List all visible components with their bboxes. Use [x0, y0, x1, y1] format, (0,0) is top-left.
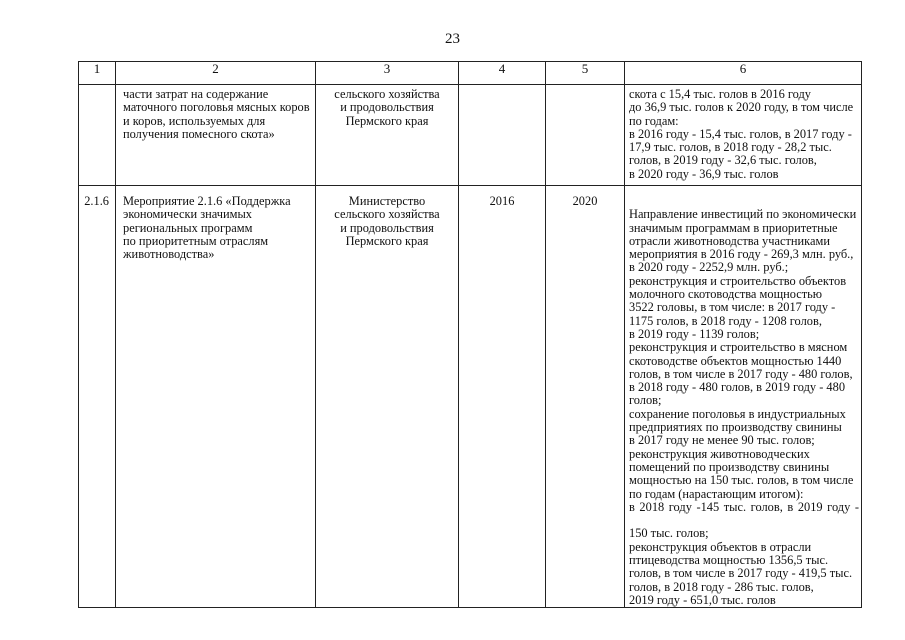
- row-number: 2.1.6: [84, 194, 109, 208]
- end-year: 2020: [572, 194, 598, 208]
- start-year-cell: [459, 186, 546, 608]
- header-col-3: 3: [316, 62, 459, 85]
- end-year-cell: [546, 85, 625, 186]
- end-year: [546, 85, 624, 88]
- result-text-justified-line: в 2018 году -145 тыс. голов, в 2019 году -: [629, 499, 859, 514]
- table-row: [79, 85, 862, 186]
- result-cell: [625, 186, 862, 608]
- header-col-1: 1: [79, 62, 116, 85]
- result-cell: [625, 85, 862, 186]
- activity-cell: [116, 85, 316, 186]
- activity-text: Мероприятие 2.1.6 «Поддержка экономически значимых региональных программ по приоритетным отраслям животноводства»: [123, 194, 291, 262]
- row-number-cell: [79, 186, 116, 608]
- header-col-5: 5: [546, 62, 625, 85]
- activity-text: части затрат на содержание маточного поголовья мясных коров и коров, используемых для получения помесного скота»: [123, 87, 310, 141]
- row-number-cell: [79, 85, 116, 186]
- program-table: [78, 61, 862, 608]
- result-text-block: [625, 186, 861, 607]
- activity-cell: [116, 186, 316, 608]
- end-year-cell: [546, 186, 625, 608]
- start-year: 2016: [489, 194, 515, 208]
- page-number: 23: [445, 31, 460, 47]
- executor-text: Министерство сельского хозяйства и продовольствия Пермского края: [334, 194, 440, 248]
- executor-cell: [316, 186, 459, 608]
- start-year: [459, 85, 545, 88]
- result-text: скота с 15,4 тыс. голов в 2016 году до 36,9 тыс. голов к 2020 году, в том числе по годам: в 2016 году - 15,4 тыс. голов, в 2017 году - 17,9 тыс. голов, в 2018 году - 28,2 тыс. голов, в 2019 году - 32,6 тыс. голов, в 2020 году - 36,9 тыс. голов: [629, 87, 854, 181]
- executor-text: сельского хозяйства и продовольствия Пермского края: [334, 87, 440, 128]
- header-col-4: 4: [459, 62, 546, 85]
- result-text-part-1: Направление инвестиций по экономически значимым программам в приоритетные отрасли животноводства участниками мероприятия в 2016 году - 269,3 млн. руб., в 2020 году - 2252,9 млн. руб.; реконструкция и строительство объектов молочного скотоводства мощностью 3522 головы, в том числе: в 2017 году - 1175 голов, в 2018 году - 1208 голов, в 2019 году - 1139 голов; реконструкция и строительство в мясном скотоводстве объектов мощностью 1440 голов, в том числе в 2017 году - 480 голов, в 2018 году - 480 голов, в 2019 году - 480 голов; сохранение поголовья в индустриальных предприятиях по производству свинины в 2017 году не менее 90 тыс. голов; реконструкция животноводческих помещений по производству свинины мощностью на 150 тыс. голов, в том числе по годам (нарастающим итогом):: [629, 207, 857, 501]
- start-year-cell: [459, 85, 546, 186]
- header-col-6: 6: [625, 62, 862, 85]
- header-row: [79, 62, 862, 85]
- header-col-2: 2: [116, 62, 316, 85]
- result-text-part-2: 150 тыс. голов; реконструкция объектов в отрасли птицеводства мощностью 1356,5 тыс. голов, в том числе в 2017 году - 419,5 тыс. голов, в 2018 году - 286 тыс. голов, 2019 году - 651,0 тыс. голов: [629, 526, 853, 607]
- row-number: [79, 85, 115, 88]
- executor-cell: [316, 85, 459, 186]
- table-row: [79, 186, 862, 608]
